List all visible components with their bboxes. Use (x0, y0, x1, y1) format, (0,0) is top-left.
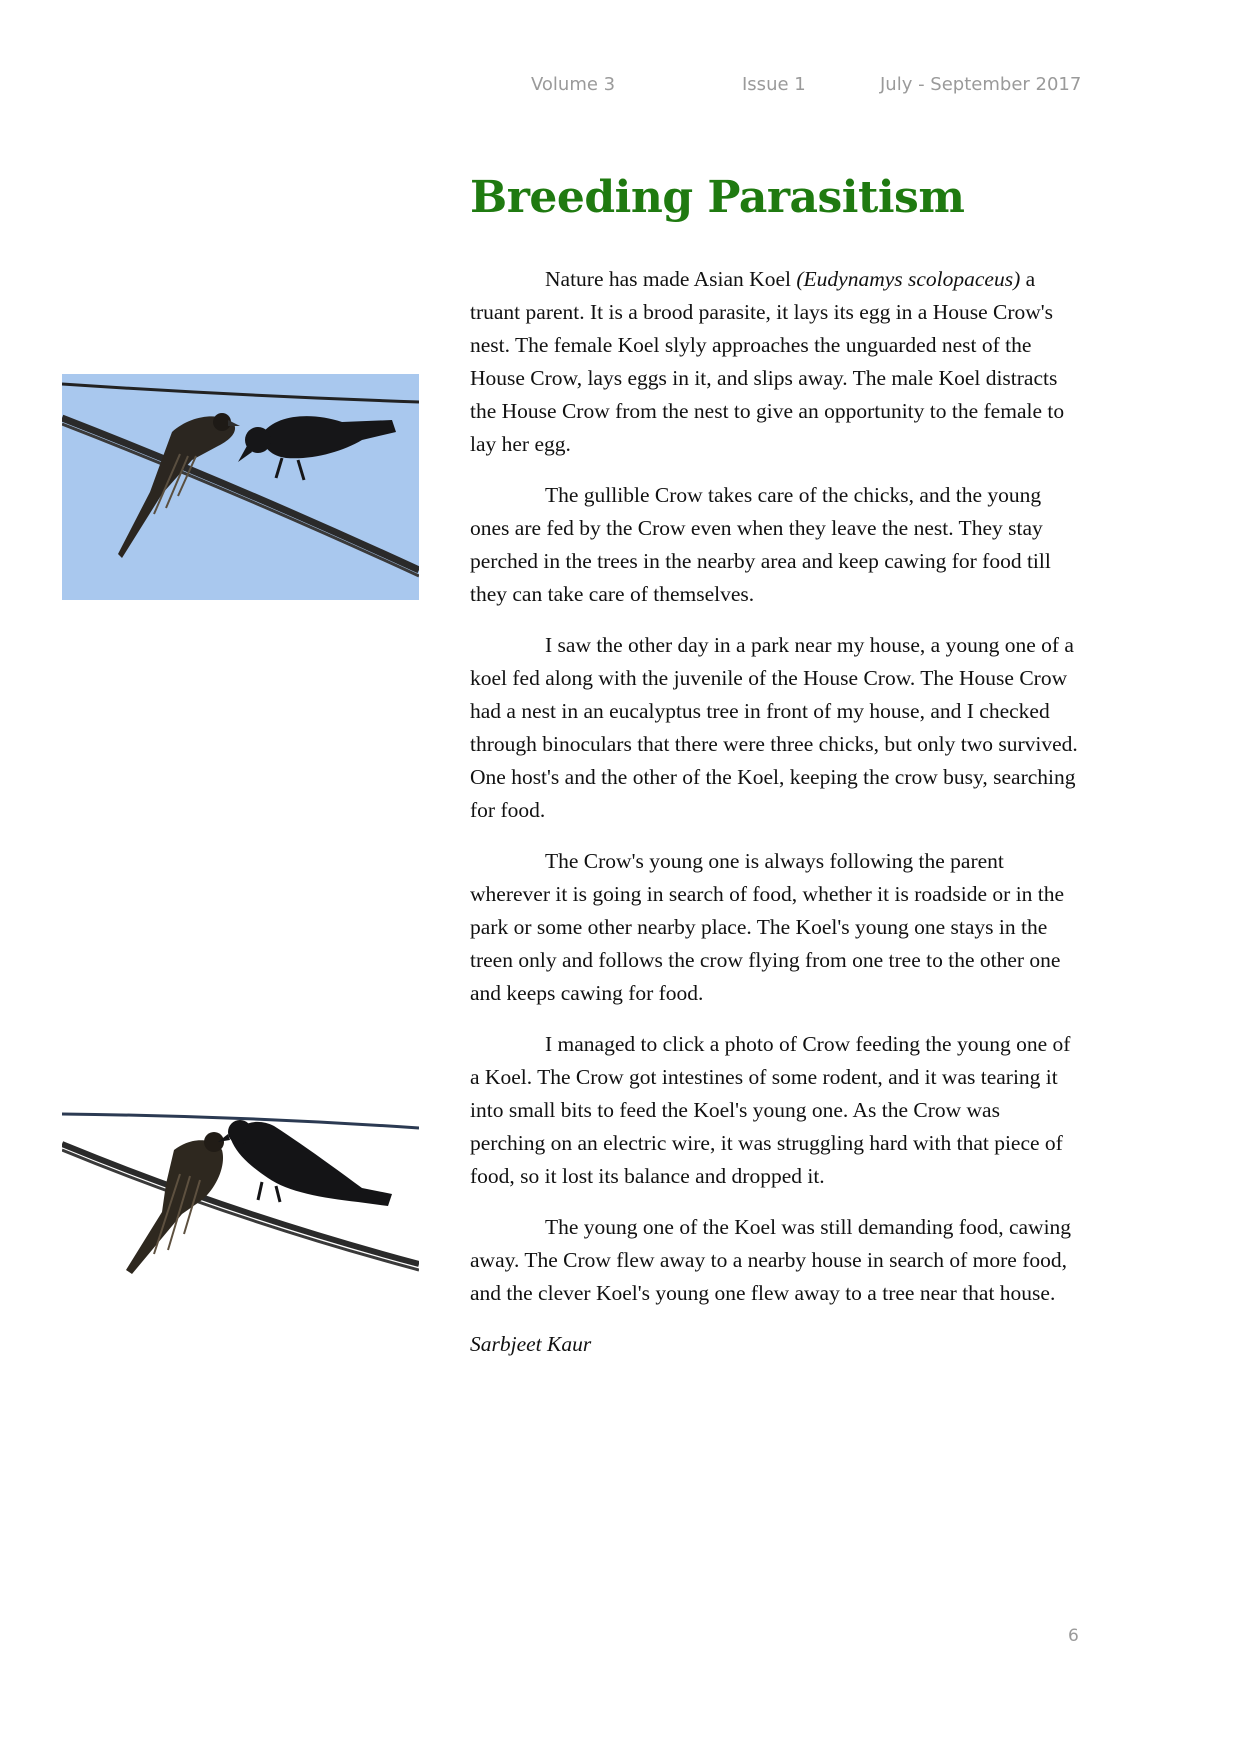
paragraph-1 (470, 263, 1078, 461)
paragraph-3: I saw the other day in a park near my house, a young one of a koel fed along with the juvenile of the House Crow. The House Crow had a nest in an eucalyptus tree in front of my house, and I checked through binoculars that there were three chicks, but only two survived. One host's and the other of the Koel, keeping the crow busy, searching for food. (470, 633, 1078, 822)
paragraph-1-intro: Nature has made Asian Koel (545, 267, 797, 291)
header-issue: Issue 1 (742, 74, 806, 95)
paragraph-5: I managed to click a photo of Crow feeding the young one of a Koel. The Crow got intestines of some rodent, and it was tearing it into small bits to feed the Koel's young one. As the Crow was perching on an electric wire, it was struggling hard with that piece of food, so it lost its balance and dropped it. (470, 1032, 1071, 1188)
header-volume: Volume 3 (531, 74, 616, 95)
paragraph-4: The Crow's young one is always following the parent wherever it is going in search of food, whether it is roadside or in the park or some other nearby place. The Koel's young one stays in the treen only and follows the crow flying from one tree to the other one and keeps cawing for food. (470, 849, 1065, 1005)
article-title: Breeding Parasitism (470, 172, 965, 223)
header-date: July - September 2017 (880, 74, 1082, 95)
page-number: 6 (1068, 1626, 1079, 1646)
photo-crow-feeding-koel-image (62, 1104, 419, 1300)
author-byline: Sarbjeet Kaur (470, 1332, 592, 1356)
issue-header (0, 74, 1240, 104)
species-name: (Eudynamys scolopaceus) (796, 267, 1021, 291)
paragraph-2: The gullible Crow takes care of the chicks, and the young ones are fed by the Crow even when they leave the nest. They stay perched in the trees in the nearby area and keep cawing for food till they can take care of themselves. (470, 483, 1051, 606)
paragraph-6: The young one of the Koel was still demanding food, cawing away. The Crow flew away to a nearby house in search of more food, and the clever Koel's young one flew away to a tree near that house. (470, 1215, 1072, 1305)
paragraph-1-rest: a truant parent. It is a brood parasite, it lays its egg in a House Crow's nest. The female Koel slyly approaches the unguarded nest of the House Crow, lays eggs in it, and slips away. The male Koel distracts the House Crow from the nest to give an opportunity to the female to lay her egg. (470, 267, 1065, 456)
photo-koel-and-crow-on-wire-image (62, 374, 419, 600)
photo-crow-feeding-koel (62, 1104, 419, 1300)
article-body (470, 263, 1078, 1361)
photo-koel-and-crow-on-wire (62, 374, 419, 600)
